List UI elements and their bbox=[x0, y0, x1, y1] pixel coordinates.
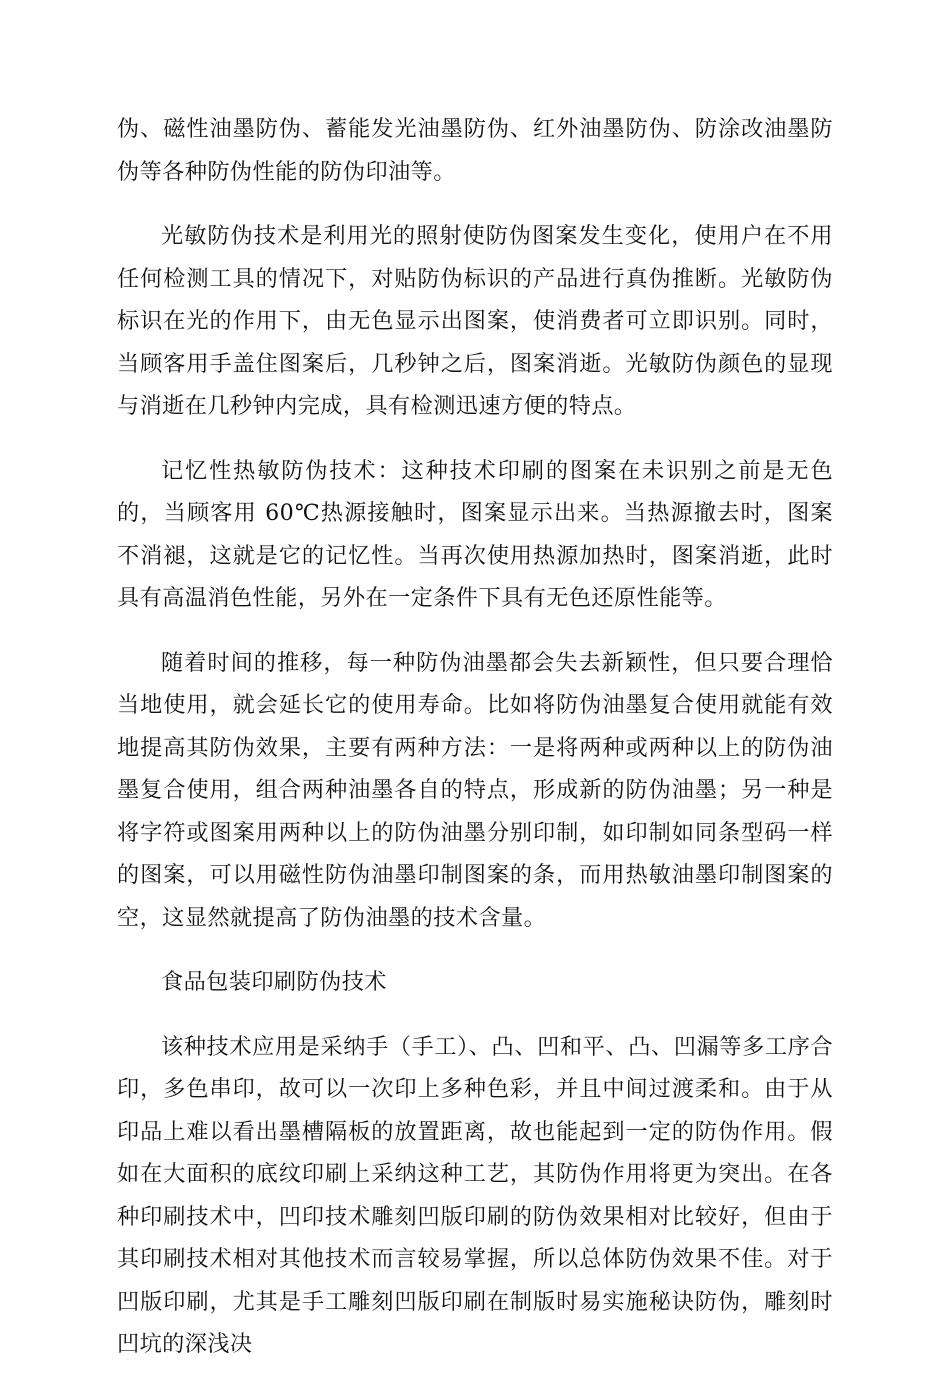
paragraph-photosensitive: 光敏防伪技术是利用光的照射使防伪图案发生变化，使用户在不用任何检测工具的情况下，对贴防伪标识的产品进行真伪推断。光敏防伪标识在光的作用下，由无色显示出图案，使消费者可立即识别。同时，当顾客用手盖住图案后，几秒钟之后，图案消逝。光敏防伪颜色的显现与消逝在几秒钟内完成，具有检测迅速方便的特点。 bbox=[117, 223, 833, 419]
paragraph-ink-types: 伪、磁性油墨防伪、蓄能发光油墨防伪、红外油墨防伪、防涂改油墨防伪等各种防伪性能的防伪印油等。 bbox=[117, 116, 833, 185]
paragraph-ink-lifespan: 随着时间的推移，每一种防伪油墨都会失去新颖性，但只要合理恰当地使用，就会延长它的使用寿命。比如将防伪油墨复合使用就能有效地提高其防伪效果，主要有两种方法：一是将两种或两种以上的防伪油墨复合使用，组合两种油墨各自的特点，形成新的防伪油墨；另一种是将字符或图案用两种以上的防伪油墨分别印制，如印制如同条型码一样的图案，可以用磁性防伪油墨印制图案的条，而用热敏油墨印制图案的空，这显然就提高了防伪油墨的技术含量。 bbox=[117, 649, 833, 931]
section-heading: 食品包装印刷防伪技术 bbox=[161, 969, 387, 995]
document-page bbox=[117, 108, 833, 1388]
paragraph-thermal-memory: 记忆性热敏防伪技术：这种技术印刷的图案在未识别之前是无色的，当顾客用 60℃热源接触时，图案显示出来。当热源撤去时，图案不消褪，这就是它的记忆性。当再次使用热源加热时，图案消逝，此时具有高温消色性能，另外在一定条件下具有无色还原性能等。 bbox=[117, 457, 833, 611]
paragraph-printing-process: 该种技术应用是采纳手（手工）、凸、凹和平、凸、凹漏等多工序合印，多色串印，故可以一次印上多种色彩，并且中间过渡柔和。由于从印品上难以看出墨槽隔板的放置距离，故也能起到一定的防伪作用。假如在大面积的底纹印刷上采纳这种工艺，其防伪作用将更为突出。在各种印刷技术中，凹印技术雕刻凹版印刷的防伪效果相对比较好，但由于其印刷技术相对其他技术而言较易掌握，所以总体防伪效果不佳。对于凹版印刷，尤其是手工雕刻凹版印刷在制版时易实施秘诀防伪，雕刻时凹坑的深浅决 bbox=[117, 1033, 833, 1357]
